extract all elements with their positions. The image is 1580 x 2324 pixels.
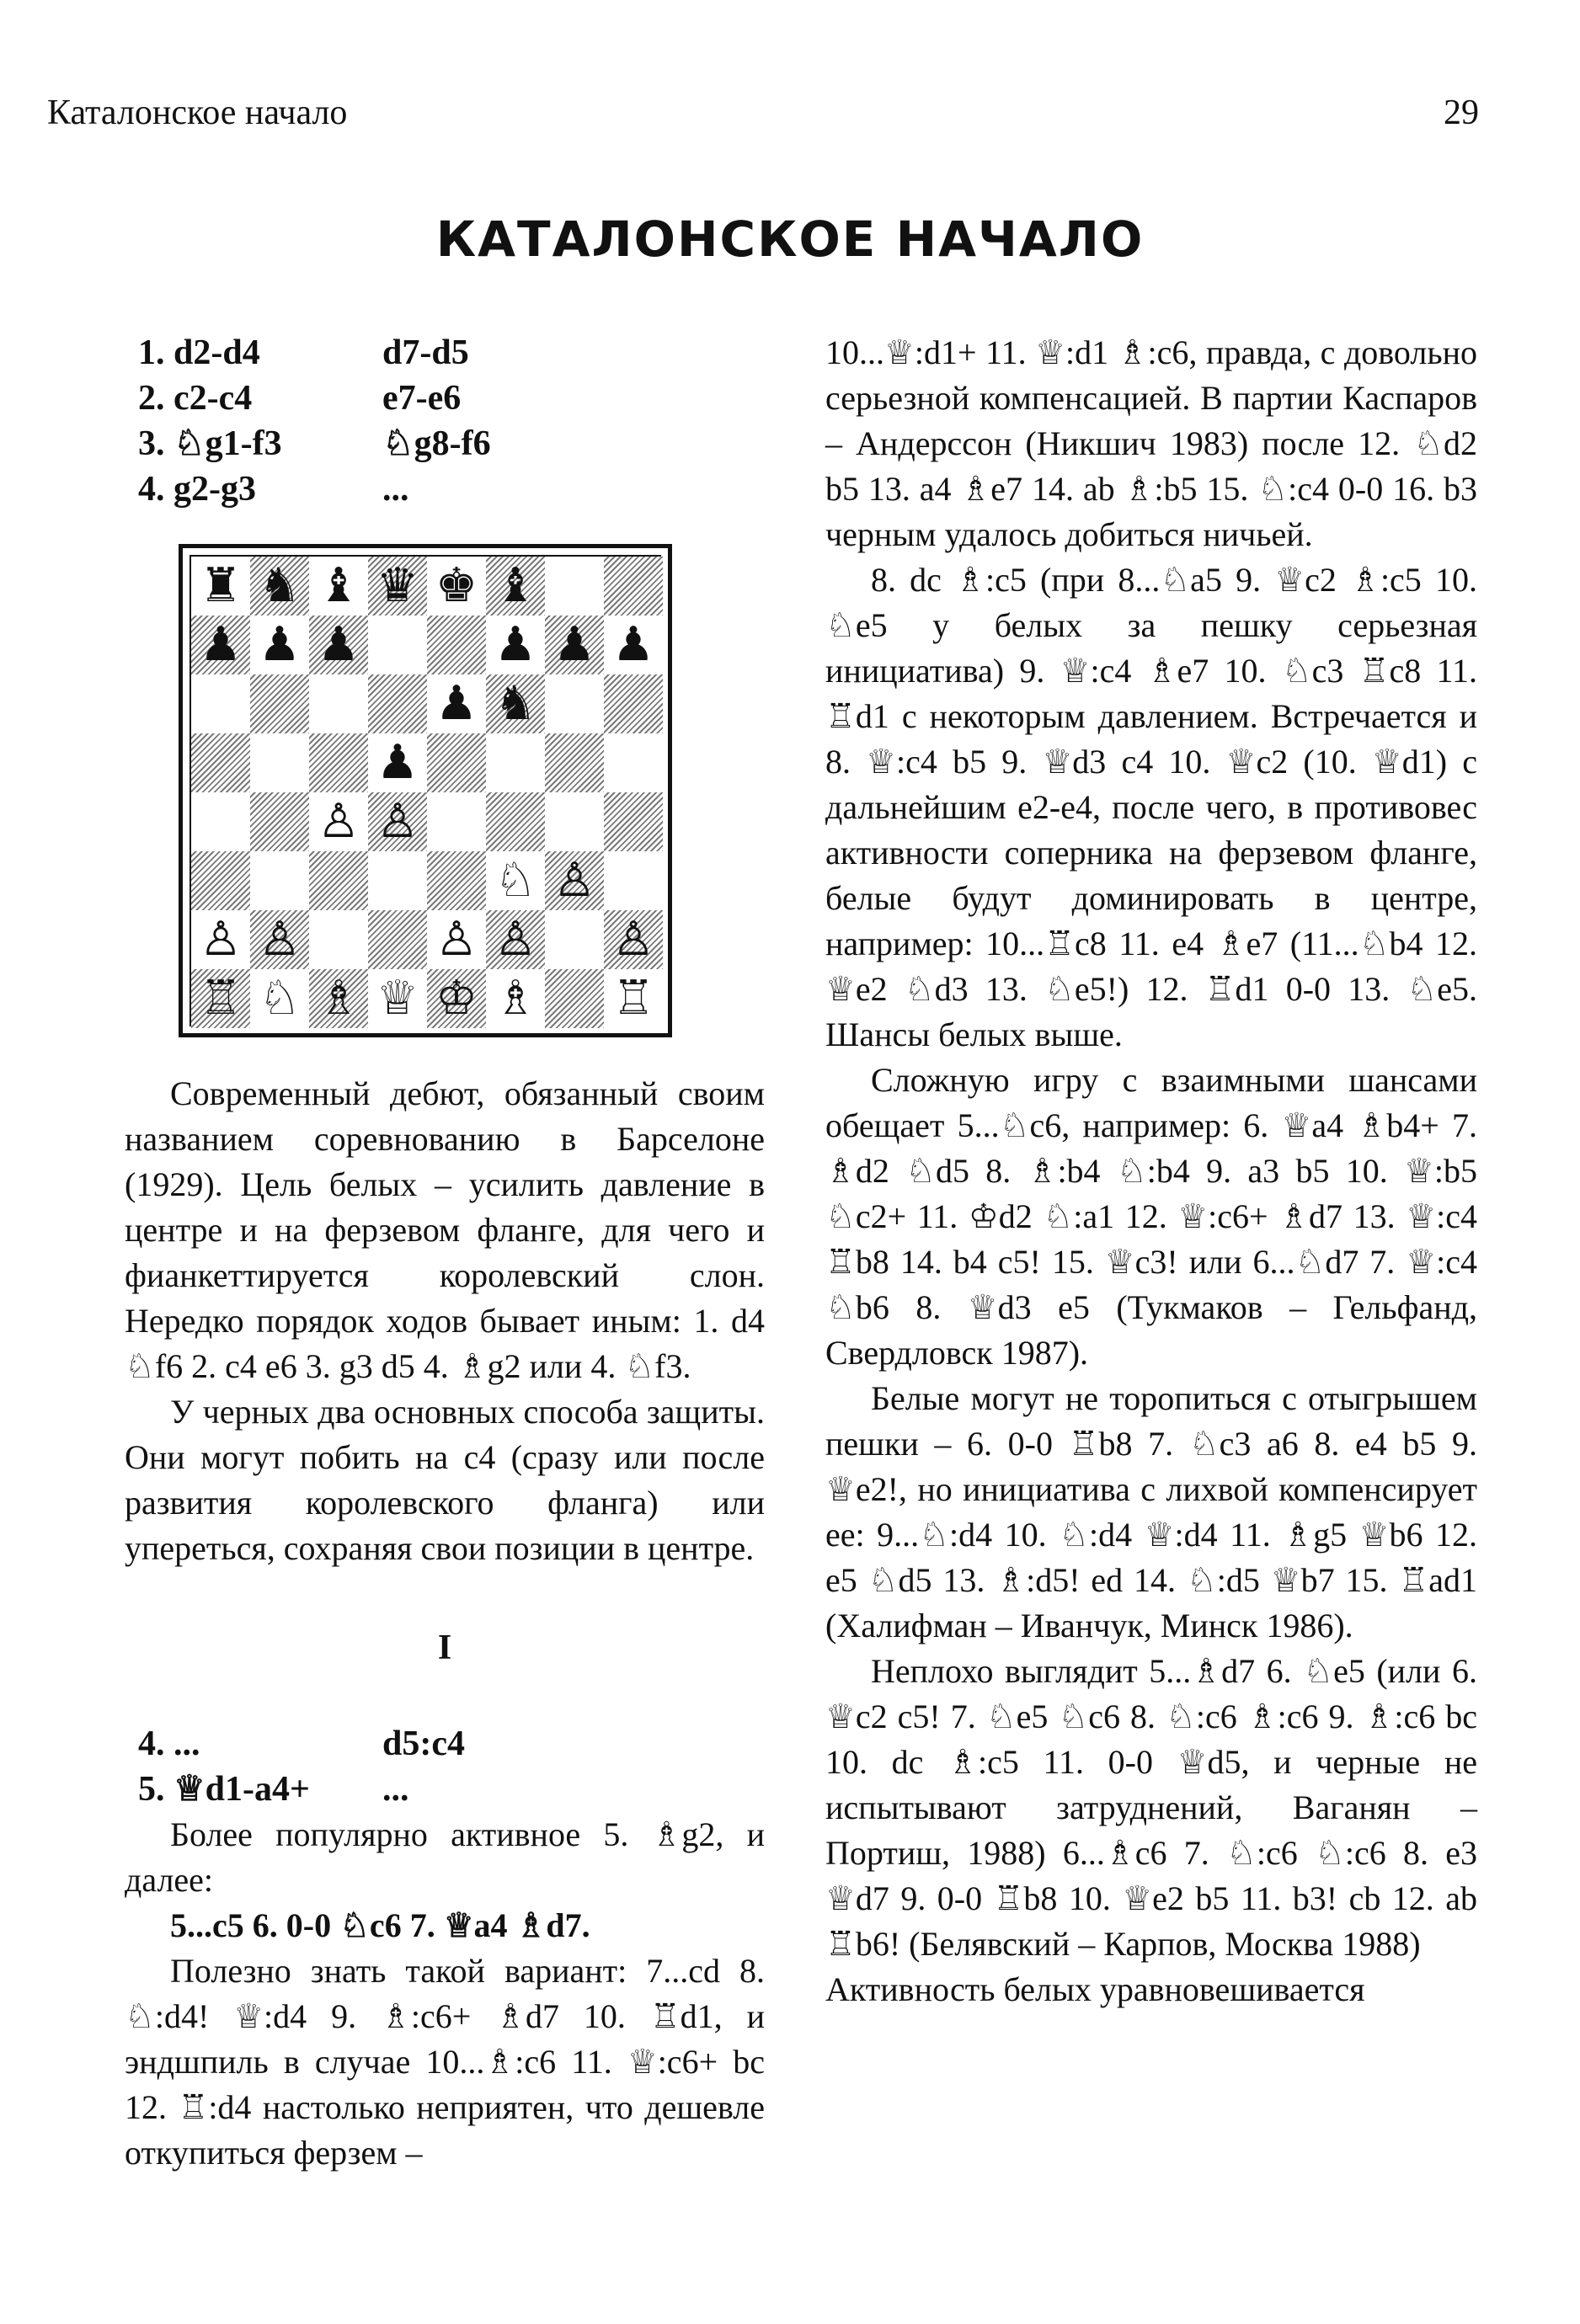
chess-piece: ♟ [258, 617, 302, 672]
board-square [250, 910, 309, 969]
chess-piece: ♙ [494, 912, 537, 967]
move-row [138, 1721, 465, 1767]
chess-piece: ♗ [317, 971, 360, 1026]
board-square [250, 733, 309, 792]
chess-piece: ♟ [552, 617, 596, 672]
board-square [309, 616, 368, 674]
chess-piece: ♗ [494, 971, 537, 1026]
chapter-title: КАТАЛОНСКОЕ НАЧАЛО [435, 211, 1145, 268]
chess-piece: ♝ [317, 558, 360, 613]
page-number: 29 [1444, 93, 1479, 132]
chess-piece: ♙ [258, 912, 302, 967]
board-square [545, 674, 604, 733]
board-square [309, 969, 368, 1028]
right-column [825, 330, 1477, 2012]
section-moves-table [138, 1721, 465, 1812]
board-square [427, 969, 486, 1028]
running-head-title: Каталонское начало [47, 93, 348, 132]
chess-piece: ♟ [435, 676, 478, 731]
paragraph: У черных два основных способа защиты. Они могут побить на c4 (сразу или после развития королевского фланга) или упереться, сохраняя свои позиции в центре. [125, 1393, 765, 1567]
board-square [427, 910, 486, 969]
board-square [191, 910, 250, 969]
board-square [604, 674, 663, 733]
opening-moves-table [138, 330, 491, 512]
chess-piece: ♟ [317, 617, 360, 672]
board-square [309, 557, 368, 616]
paragraph: 10...♕:d1+ 11. ♕:d1 ♗:c6, правда, с довольно серьезной компенсацией. В партии Каспаров – Андерссон (Никшич 1983) после 12. ♘d2 b5 13. a4 ♗e7 14. ab ♗:b5 15. ♘:c4 0-0 16. b3 черным удалось добиться ничьей. [825, 333, 1477, 553]
white-move: 4. g2-g3 [138, 470, 256, 509]
board-square [604, 910, 663, 969]
board-square [368, 733, 427, 792]
board-square [191, 674, 250, 733]
black-move: ... [382, 470, 409, 509]
paragraph: Современный дебют, обязанный своим названием соревнованию в Барселоне (1929). Цель белых – усилить давление в центре и на ферзевом фланге, для чего и фианкеттируется королевский слон. Нередко порядок ходов бывает иным: 1. d4 ♘f6 2. c4 e6 3. g3 d5 4. ♗g2 или 4. ♘f3. [125, 1074, 765, 1385]
black-move: d7-d5 [382, 333, 469, 372]
paragraph: 8. dc ♗:c5 (при 8...♘a5 9. ♕c2 ♗:c5 10. ♘e5 у белых за пешку серьезная инициатива) 9. ♕:c4 ♗e7 10. ♘c3 ♖c8 11. ♖d1 с некоторым давлением. Встречается и 8. ♕:c4 b5 9. ♕d3 c4 10. ♕c2 (10. ♕d1) с дальнейшим e2-e4, после чего, в противовес активности соперника на ферзевом фланге, белые будут доминировать в центре, например: 10...♖c8 11. e4 ♗e7 (11...♘b4 12. ♕e2 ♘d3 13. ♘e5!) 12. ♖d1 0-0 13. ♘e5. Шансы белых выше. [825, 561, 1477, 1053]
board-square [545, 616, 604, 674]
board-square [545, 557, 604, 616]
board-square [604, 792, 663, 851]
white-move: 3. ♘g1-f3 [138, 424, 282, 463]
board-square [486, 733, 545, 792]
paragraph: Сложную игру с взаимными шансами обещает 5...♘c6, например: 6. ♕a4 ♗b4+ 7. ♗d2 ♘d5 8. ♗:b4 ♘:b4 9. a3 b5 10. ♕:b5 ♘c2+ 11. ♔d2 ♘:a1 12. ♕:c6+ ♗d7 13. ♕:c4 ♖b8 14. b4 c5! 15. ♕c3! или 6...♘d7 7. ♕:c4 ♘b6 8. ♕d3 e5 (Тукмаков – Гельфанд, Свердловск 1987). [825, 1061, 1477, 1372]
board-square [368, 674, 427, 733]
chess-piece: ♖ [611, 971, 655, 1026]
move-row [138, 330, 491, 376]
move-line: 5...c5 6. 0-0 ♘c6 7. ♕a4 ♗d7. [170, 1906, 590, 1944]
paragraph: Активность белых уравновешивается [825, 1970, 1365, 2008]
board-square [486, 557, 545, 616]
paragraph: Более популярно активное 5. ♗g2, и далее: [125, 1815, 765, 1899]
chess-piece: ♙ [317, 794, 360, 849]
paragraph: Белые могут не торопиться с отыгрышем пешки – 6. 0-0 ♖b8 7. ♘c3 a6 8. e4 b5 9. ♕e2!, но инициатива с лихвой компенсирует ее: 9...♘:d4 10. ♘:d4 ♕:d4 11. ♗g5 ♕b6 12. e5 ♘d5 13. ♗:d5! ed 14. ♘:d5 ♕b7 15. ♖ad1 (Халифман – Иванчук, Минск 1986). [825, 1379, 1477, 1644]
chess-piece: ♙ [435, 912, 478, 967]
board-square [604, 969, 663, 1028]
chess-piece: ♘ [258, 971, 302, 1026]
move-row [138, 421, 491, 466]
board-square [427, 851, 486, 910]
board-square [486, 969, 545, 1028]
board-square [191, 616, 250, 674]
chess-board [189, 555, 661, 1026]
chess-piece: ♟ [376, 735, 419, 790]
board-square [545, 851, 604, 910]
chess-piece: ♟ [494, 617, 537, 672]
board-square [486, 851, 545, 910]
board-square [427, 557, 486, 616]
board-square [368, 616, 427, 674]
board-square [486, 792, 545, 851]
chess-piece: ♚ [435, 558, 478, 613]
board-square [368, 557, 427, 616]
white-move: 1. d2-d4 [138, 333, 260, 372]
board-square [486, 674, 545, 733]
board-square [604, 733, 663, 792]
board-square [427, 616, 486, 674]
board-square [545, 733, 604, 792]
board-square [604, 616, 663, 674]
move-row [138, 466, 491, 512]
chess-piece: ♙ [552, 853, 596, 908]
black-move: e7-e6 [382, 379, 462, 418]
chess-piece: ♙ [611, 912, 655, 967]
board-square [427, 674, 486, 733]
paragraph: Неплохо выглядит 5...♗d7 6. ♘e5 (или 6. ♕c2 c5! 7. ♘e5 ♘c6 8. ♘:c6 ♗:c6 9. ♗:c6 bc 10. dc ♗:c5 11. 0-0 ♕d5, и черные не испытывают затруднений, Ваганян – Портиш, 1988) 6...♗c6 7. ♘:c6 ♘:c6 8. e3 ♕d7 9. 0-0 ♖b8 10. ♕e2 b5 11. b3! cb 12. ab ♖b6! (Белявский – Карпов, Москва 1988) [825, 1652, 1477, 1963]
board-square [368, 969, 427, 1028]
white-move: 5. ♕d1-a4+ [138, 1770, 310, 1809]
board-square [368, 910, 427, 969]
section-number: I [437, 1628, 452, 1667]
board-square [191, 733, 250, 792]
white-move: 4. ... [138, 1724, 200, 1763]
chess-piece: ♞ [494, 676, 537, 731]
black-move: ... [382, 1770, 409, 1809]
board-square [486, 616, 545, 674]
chess-piece: ♞ [258, 558, 302, 613]
board-square [250, 792, 309, 851]
board-square [250, 851, 309, 910]
board-square [250, 557, 309, 616]
board-square [604, 851, 663, 910]
board-square [309, 910, 368, 969]
paragraph: Полезно знать такой вариант: 7...cd 8. ♘:d4! ♕:d4 9. ♗:c6+ ♗d7 10. ♖d1, и эндшпиль в случае 10...♗:c6 11. ♕:c6+ bc 12. ♖:d4 настолько неприятен, что дешевле откупиться ферзем – [125, 1952, 765, 2172]
board-square [427, 792, 486, 851]
board-square [309, 733, 368, 792]
board-square [191, 969, 250, 1028]
board-square [604, 557, 663, 616]
board-square [191, 557, 250, 616]
chess-piece: ♛ [376, 558, 419, 613]
board-square [250, 616, 309, 674]
board-square [309, 674, 368, 733]
board-square [191, 851, 250, 910]
chess-piece: ♜ [199, 558, 243, 613]
chess-piece: ♙ [376, 794, 419, 849]
board-square [368, 851, 427, 910]
board-square [250, 969, 309, 1028]
chess-piece: ♟ [199, 617, 243, 672]
chess-piece: ♕ [376, 971, 419, 1026]
chess-piece: ♟ [611, 617, 655, 672]
board-square [309, 851, 368, 910]
board-square [545, 910, 604, 969]
chess-piece: ♝ [494, 558, 537, 613]
white-move: 2. c2-c4 [138, 379, 253, 418]
chess-piece: ♖ [199, 971, 243, 1026]
black-move: ♘g8-f6 [382, 424, 491, 463]
move-row [138, 376, 491, 421]
board-square [545, 969, 604, 1028]
chess-diagram [179, 544, 672, 1037]
board-square [368, 792, 427, 851]
board-square [486, 910, 545, 969]
board-square [427, 733, 486, 792]
board-square [309, 792, 368, 851]
left-column [125, 330, 765, 2176]
black-move: d5:c4 [382, 1724, 465, 1763]
board-square [191, 792, 250, 851]
chess-piece: ♙ [199, 912, 243, 967]
chess-piece: ♔ [435, 971, 478, 1026]
board-square [545, 792, 604, 851]
move-row [138, 1767, 465, 1812]
chess-piece: ♘ [494, 853, 537, 908]
board-square [250, 674, 309, 733]
